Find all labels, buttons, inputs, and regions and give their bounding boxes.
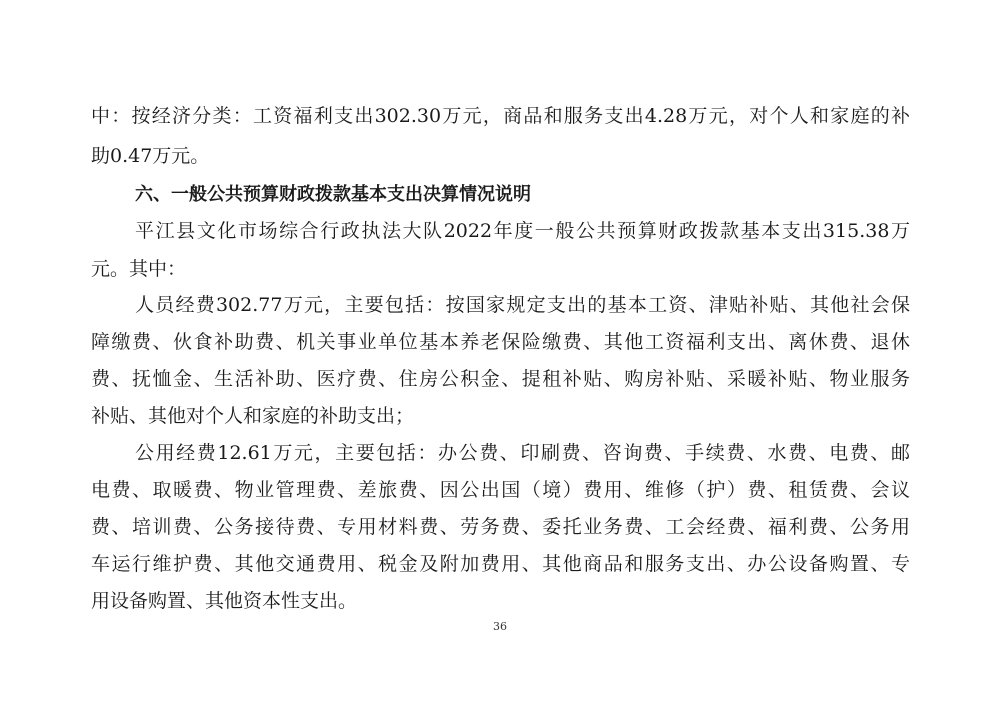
paragraph-line-9: 补贴、其他对个人和家庭的补助支出；	[91, 405, 415, 427]
paragraph-line-10: 公用经费12.61万元，主要包括：办公费、印刷费、咨询费、手续费、水费、电费、邮	[135, 442, 910, 464]
paragraph-line-2: 助0.47万元。	[91, 145, 210, 167]
paragraph-line-5: 元。其中：	[91, 258, 187, 280]
paragraph-line-4: 平江县文化市场综合行政执法大队2022年度一般公共预算财政拨款基本支出315.38万	[135, 220, 910, 242]
paragraph-line-11: 电费、取暖费、物业管理费、差旅费、因公出国（境）费用、维修（护）费、租赁费、会议	[91, 479, 910, 501]
paragraph-line-7: 障缴费、伙食补助费、机关事业单位基本养老保险缴费、其他工资福利支出、离休费、退休	[91, 331, 910, 353]
paragraph-line-6: 人员经费302.77万元，主要包括：按国家规定支出的基本工资、津贴补贴、其他社会保	[135, 294, 910, 316]
paragraph-line-14: 用设备购置、其他资本性支出。	[91, 590, 358, 612]
page-number: 36	[493, 620, 507, 633]
paragraph-line-1: 中：按经济分类：工资福利支出302.30万元，商品和服务支出4.28万元，对个人和家庭的补	[91, 105, 910, 127]
paragraph-line-8: 费、抚恤金、生活补助、医疗费、住房公积金、提租补贴、购房补贴、采暖补贴、物业服务	[91, 368, 910, 390]
paragraph-line-13: 车运行维护费、其他交通费用、税金及附加费用、其他商品和服务支出、办公设备购置、专	[91, 553, 910, 575]
paragraph-line-12: 费、培训费、公务接待费、专用材料费、劳务费、委托业务费、工会经费、福利费、公务用	[91, 516, 910, 538]
section-heading: 六、一般公共预算财政拨款基本支出决算情况说明	[135, 184, 531, 205]
